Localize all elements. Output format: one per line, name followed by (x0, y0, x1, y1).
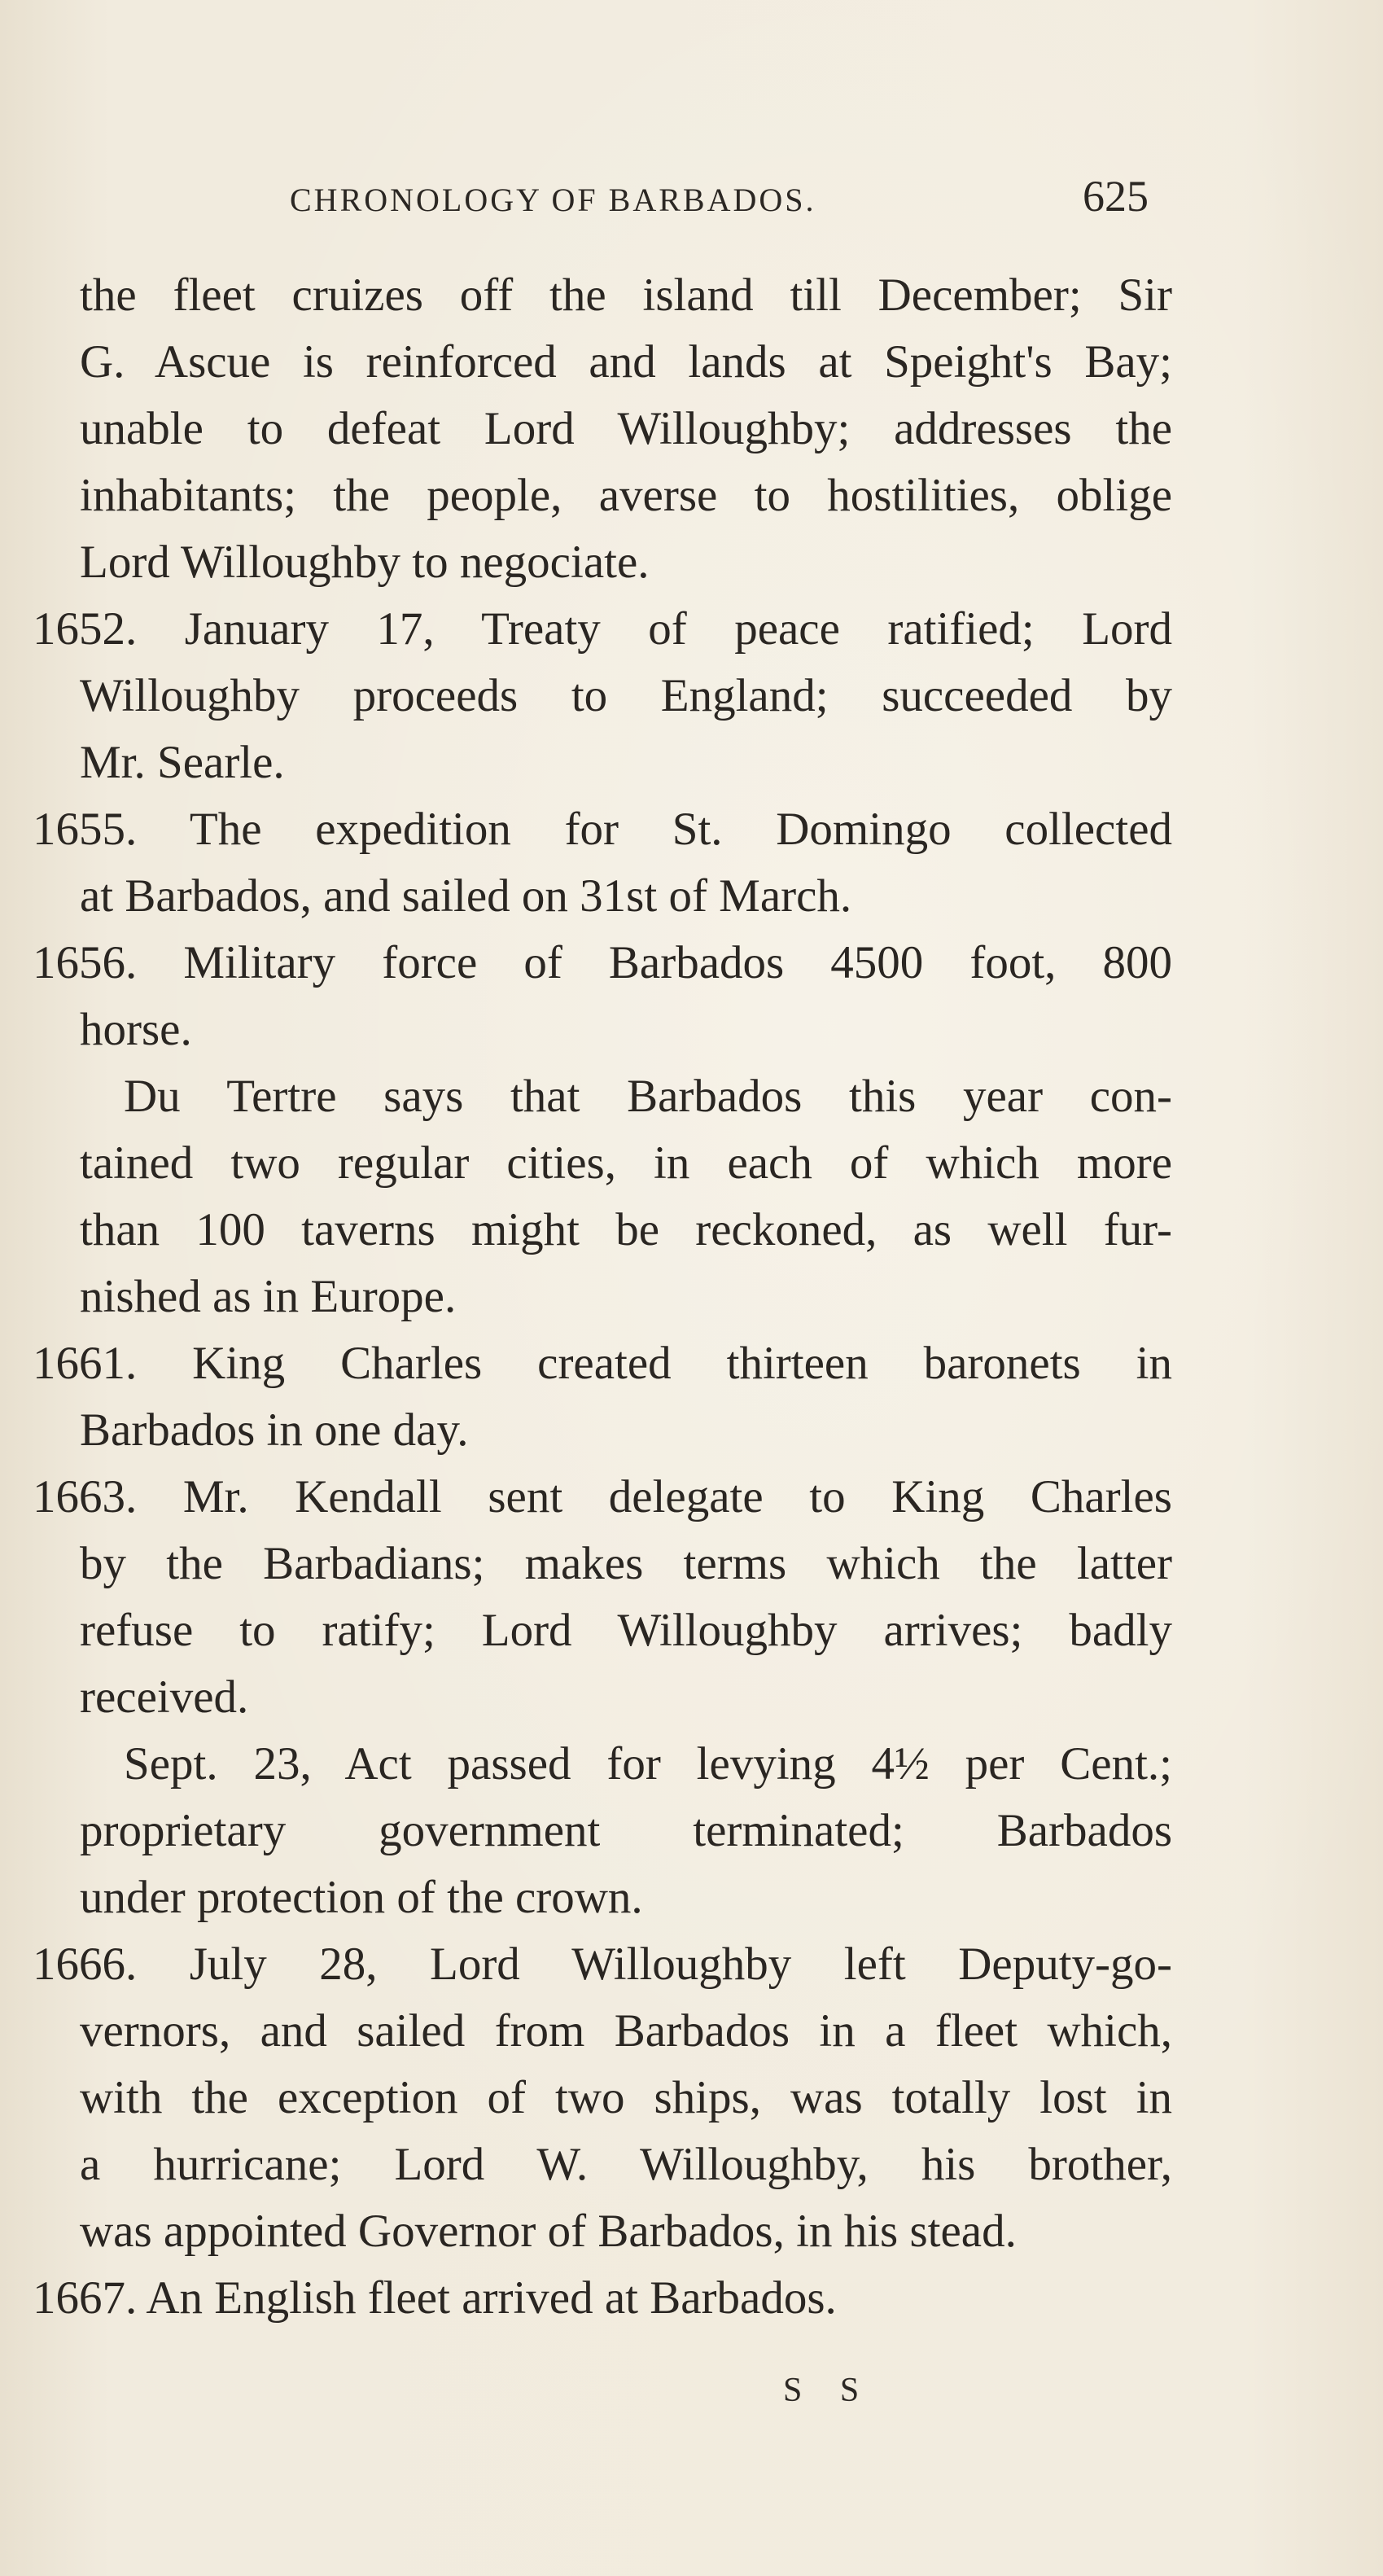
entry-1655 (33, 796, 1172, 930)
text-line: Lord Willoughby to negociate. (80, 537, 650, 588)
entry-continuation (33, 262, 1172, 596)
text-line: 1667. An English fleet arrived at Barbados. (33, 2272, 837, 2324)
text-line: 1661. King Charles created thirteen baronets in (33, 1338, 1172, 1389)
text-line: a hurricane; Lord W. Willoughby, his brother, (80, 2139, 1172, 2190)
text-line: 1655. The expedition for St. Domingo collected (33, 804, 1172, 855)
text-line: unable to defeat Lord Willoughby; addresses the (80, 403, 1172, 454)
paragraph-du-tertre (33, 1063, 1172, 1330)
text-line: tained two regular cities, in each of which more (80, 1137, 1172, 1189)
text-line: horse. (80, 1004, 192, 1055)
text-line: than 100 taverns might be reckoned, as well fur- (80, 1204, 1172, 1255)
entry-1656 (33, 930, 1172, 1063)
text-line: inhabitants; the people, averse to hostilities, oblige (80, 470, 1172, 521)
text-line: refuse to ratify; Lord Willoughby arrives; badly (80, 1605, 1172, 1656)
text-line: 1666. July 28, Lord Willoughby left Deputy-go- (33, 1939, 1172, 1990)
entry-1652 (33, 596, 1172, 796)
text-line: at Barbados, and sailed on 31st of March. (80, 870, 852, 922)
text-line: by the Barbadians; makes terms which the latter (80, 1538, 1172, 1589)
page-number: 625 (1083, 172, 1149, 221)
signature-mark: S S (783, 2372, 874, 2409)
text-line: under protection of the crown. (80, 1872, 643, 1923)
text-line: 1656. Military force of Barbados 4500 foot, 800 (33, 937, 1172, 988)
text-line: was appointed Governor of Barbados, in his stead. (80, 2206, 1017, 2257)
entry-1666 (33, 1931, 1172, 2265)
text-line: Barbados in one day. (80, 1404, 469, 1456)
text-line: vernors, and sailed from Barbados in a fleet which, (80, 2005, 1172, 2057)
entry-1663 (33, 1464, 1172, 1731)
text-line: Sept. 23, Act passed for levying 4½ per Cent.; (124, 1738, 1172, 1790)
text-line: 1652. January 17, Treaty of peace ratified; Lord (33, 603, 1172, 655)
text-line: the fleet cruizes off the island till December; Sir (80, 269, 1172, 321)
entry-1661 (33, 1330, 1172, 1464)
text-line: 1663. Mr. Kendall sent delegate to King Charles (33, 1471, 1172, 1522)
text-line: proprietary government terminated; Barbados (80, 1805, 1172, 1856)
text-line: Willoughby proceeds to England; succeeded by (80, 670, 1172, 721)
body-text (33, 262, 1172, 2332)
text-line: G. Ascue is reinforced and lands at Speight's Bay; (80, 336, 1172, 388)
text-line: nished as in Europe. (80, 1271, 457, 1322)
text-line: Du Tertre says that Barbados this year con- (124, 1071, 1172, 1122)
text-line: with the exception of two ships, was totally lost in (80, 2072, 1172, 2123)
running-title: CHRONOLOGY OF BARBADOS. (290, 182, 816, 218)
paragraph-sept-23 (33, 1731, 1172, 1931)
text-line: received. (80, 1671, 249, 1723)
text-line: Mr. Searle. (80, 737, 285, 788)
entry-1667 (33, 2265, 1172, 2332)
